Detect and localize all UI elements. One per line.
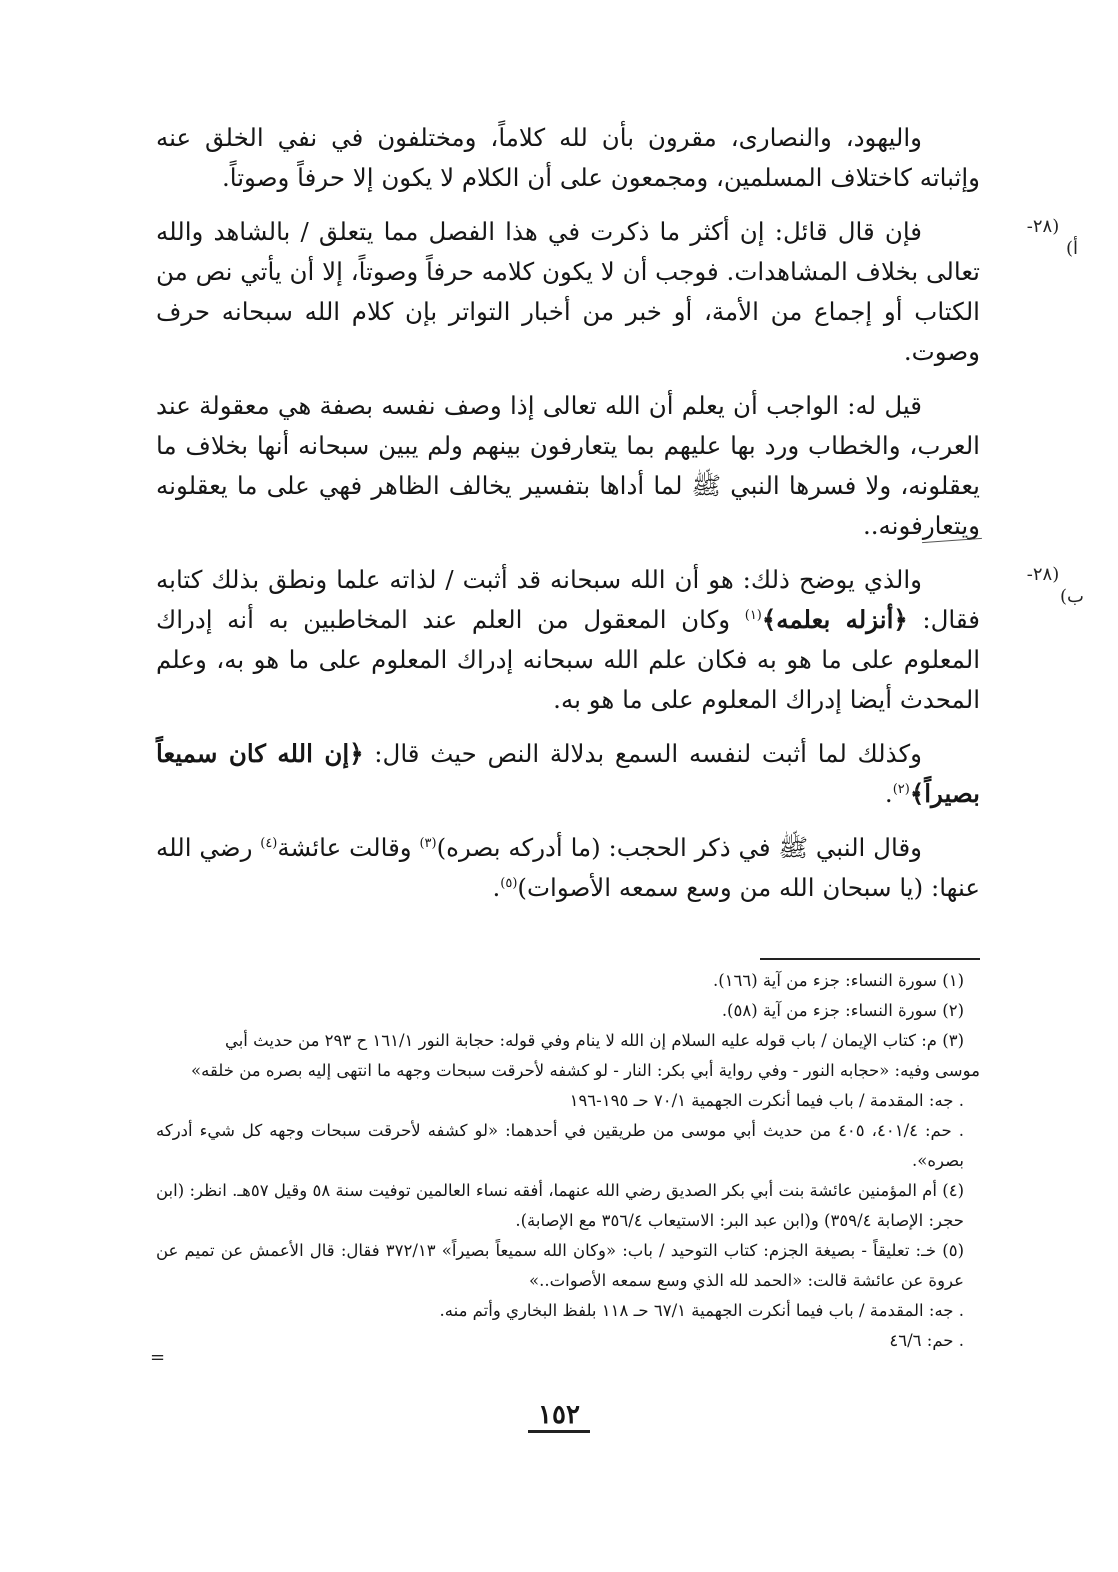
paragraph-5	[156, 734, 980, 814]
paragraph-3: قيل له: الواجب أن يعلم أن الله تعالى إذا وصف نفسه بصفة هي معقولة عند العرب، والخطاب ورد بها عليهم بما يتعارفون بينهم ولم يبين سبحانه أنها بخلاف ما يعقلونه، ولا فسرها النبي ﷺ لما أداها بتفسير يخالف الظاهر فهي على ما يعقلونه ويتعارفونه..	[156, 391, 980, 540]
footnote: . حم: ٤٦/٦	[889, 1331, 964, 1350]
paragraph-6-lead: وقال النبي ﷺ في ذكر الحجب: (ما أدركه بصره)	[436, 833, 922, 862]
margin-note-28a: (٢٨-أ)	[1026, 216, 1079, 259]
footnote-separator	[760, 958, 980, 960]
quran-quote-2: ﴿إن الله كان سميعاً بصيراً﴾	[156, 739, 980, 808]
paragraph-1: واليهود، والنصارى، مقرون بأن لله كلاماً، ومختلفون في نفي الخلق عنه وإثباته كاختلاف المسلمين، ومجمعون على أن الكلام لا يكون إلا حرفاً وصوتاً.	[156, 123, 980, 192]
footnote-ref-1: (١)	[744, 607, 762, 623]
footnote-ref-4: (٤)	[260, 835, 278, 851]
paragraph-4	[156, 560, 1084, 720]
footnote: . جه: المقدمة / باب فيما أنكرت الجهمية ٦٧/١ حـ ١١٨ بلفظ البخاري وأتم منه.	[439, 1301, 964, 1320]
footnote-ref-2: (٢)	[892, 781, 910, 797]
footnotes	[156, 966, 980, 1356]
footnote-continues-mark: =	[150, 1347, 166, 1368]
footnote-ref-5: (٥)	[500, 875, 518, 891]
footnote: . جه: المقدمة / باب فيما أنكرت الجهمية ٧٠/١ حـ ١٩٥-١٩٦	[569, 1091, 964, 1110]
footnote: (٤) أم المؤمنين عائشة بنت أبي بكر الصديق رضي الله عنهما، أفقه نساء العالمين توفيت سنة ٥٨ وقيل ٥٧هـ. انظر: (ابن حجر: الإصابة ٣٥٩/٤) و(ابن عبد البر: الاستيعاب ٣٥٦/٤ مع الإصابة).	[156, 1181, 964, 1230]
footnote-continuation: موسى وفيه: «حجابه النور - وفي رواية أبي بكر: النار - لو كشفه لأحرقت سبحات وجهه ما انتهى إليه بصره من خلقه»	[191, 1061, 980, 1080]
footnote-ref-3: (٣)	[419, 835, 437, 851]
paragraph-6-mid: وقالت عائشة	[277, 833, 420, 862]
main-text	[156, 118, 1084, 922]
paragraph-2-text: فإن قال قائل: إن أكثر ما ذكرت في هذا الفصل مما يتعلق / بالشاهد والله تعالى بخلاف المشاهدات. فوجب أن لا يكون كلامه حرفاً وصوتاً، إلا أن يأتي نص من الكتاب أو إجماع من الأمة، أو خبر من أخبار التواتر بإن كلام الله سبحانه حرف وصوت.	[156, 217, 980, 366]
paragraph-4-lead: والذي يوضح ذلك: هو أن الله سبحانه قد أثبت / لذاته علما ونطق بذلك كتابه فقال:	[156, 565, 980, 634]
paragraph-6-quote: رضي الله عنها: (يا سبحان الله من وسع سمعه الأصوات)	[156, 833, 980, 902]
quran-quote-1: ﴿أنزله بعلمه﴾	[761, 605, 908, 634]
footnote: . حم: ٤٠١/٤، ٤٠٥ من حديث أبي موسى من طريقين في أحدهما: «لو كشفه لأحرقت سبحات وجهه كل شيء أدركه بصره».	[156, 1121, 964, 1170]
footnote: (١) سورة النساء: جزء من آية (١٦٦).	[712, 971, 964, 990]
footnote: (٥) خـ: تعليقاً - بصيغة الجزم: كتاب التوحيد / باب: «وكان الله سميعاً بصيراً» ٣٧٢/١٣ فقال: قال الأعمش عن تميم عن عروة عن عائشة قالت: «الحمد لله الذي وسع سمعه الأصوات..»	[156, 1241, 965, 1290]
paragraph-6	[156, 828, 980, 908]
margin-note-28b: (٢٨-ب)	[1026, 564, 1084, 607]
footnote: (٣) م: كتاب الإيمان / باب قوله عليه السلام إن الله لا ينام وفي قوله: حجابة النور ١٦١/١ ح ٢٩٣ من حديث أبي	[224, 1031, 964, 1050]
paragraph-5-lead: وكذلك لما أثبت لنفسه السمع بدلالة النص حيث قال:	[363, 739, 922, 768]
page-number: ١٥٢	[528, 1400, 590, 1433]
paragraph-6-end: .	[492, 873, 501, 902]
footnote: (٢) سورة النساء: جزء من آية (٥٨).	[721, 1001, 964, 1020]
paragraph-5-rest: .	[884, 779, 893, 808]
page-number-block	[0, 1400, 1118, 1430]
paragraph-4-rest: وكان المعقول من العلم عند المخاطبين به أنه إدراك المعلوم على ما هو به فكان علم الله سبحانه إدراك المعلوم على ما هو به، وعلم المحدث أيضا إدراك المعلوم على ما هو به.	[156, 605, 980, 714]
paragraph-2	[156, 212, 1079, 372]
